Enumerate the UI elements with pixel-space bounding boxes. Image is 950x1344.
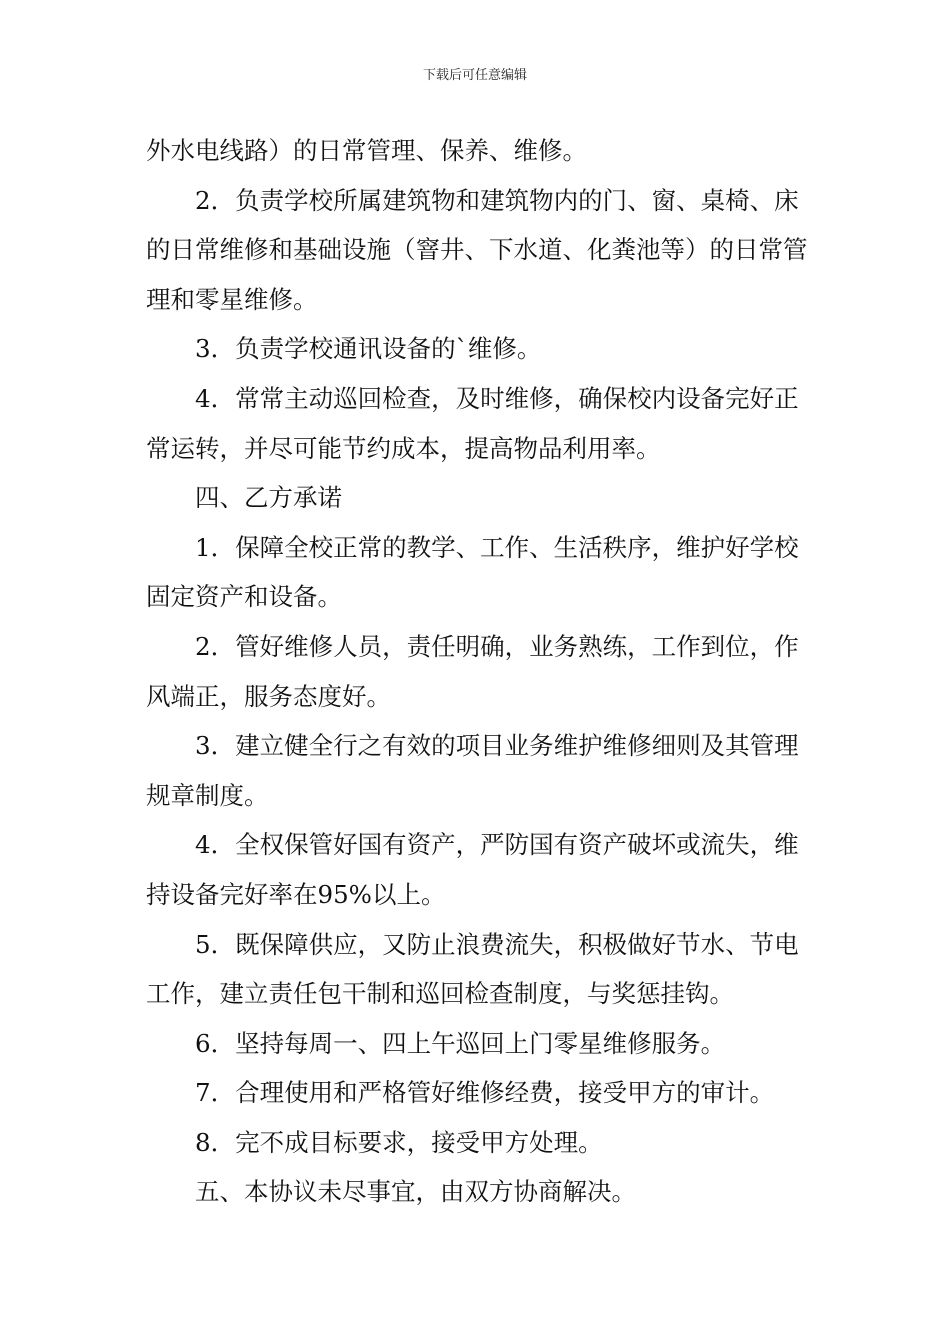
- paragraph: 3．建立健全行之有效的项目业务维护维修细则及其管理规章制度。: [146, 731, 799, 810]
- document-body: [146, 126, 808, 1217]
- paragraph: 1．保障全校正常的教学、工作、生活秩序，维护好学校固定资产和设备。: [146, 532, 799, 612]
- paragraph: 4．常常主动巡回检查，及时维修，确保校内设备完好正常运转，并尽可能节约成本，提高物品利用率。: [146, 383, 799, 463]
- paragraph: 7．合理使用和严格管好维修经费，接受甲方的审计。: [195, 1078, 775, 1108]
- paragraph: 2．管好维修人员，责任明确，业务熟练，工作到位，作风端正，服务态度好。: [146, 631, 799, 711]
- paragraph: 外水电线路）的日常管理、保养、维修。: [146, 136, 587, 165]
- paragraph: 2．负责学校所属建筑物和建筑物内的门、窗、桌椅、床的日常维修和基础设施（窨井、下水道、化粪池等）的日常管理和零星维修。: [146, 185, 808, 314]
- section-heading: 五、本协议未尽事宜，由双方协商解决。: [195, 1177, 636, 1207]
- paragraph: 3．负责学校通讯设备的`维修。: [195, 334, 542, 364]
- paragraph: 5．既保障供应，又防止浪费流失，积极做好节水、节电工作，建立责任包干制和巡回检查制度，与奖惩挂钩。: [146, 929, 799, 1009]
- paragraph: 8．完不成目标要求，接受甲方处理。: [195, 1127, 603, 1157]
- page-header: 下载后可任意编辑: [422, 68, 527, 83]
- paragraph: 6．坚持每周一、四上午巡回上门零星维修服务。: [195, 1028, 726, 1058]
- paragraph: 4．全权保管好国有资产，严防国有资产破坏或流失，维持设备完好率在95%以上。: [146, 830, 799, 909]
- section-heading: 四、乙方承诺: [195, 483, 342, 513]
